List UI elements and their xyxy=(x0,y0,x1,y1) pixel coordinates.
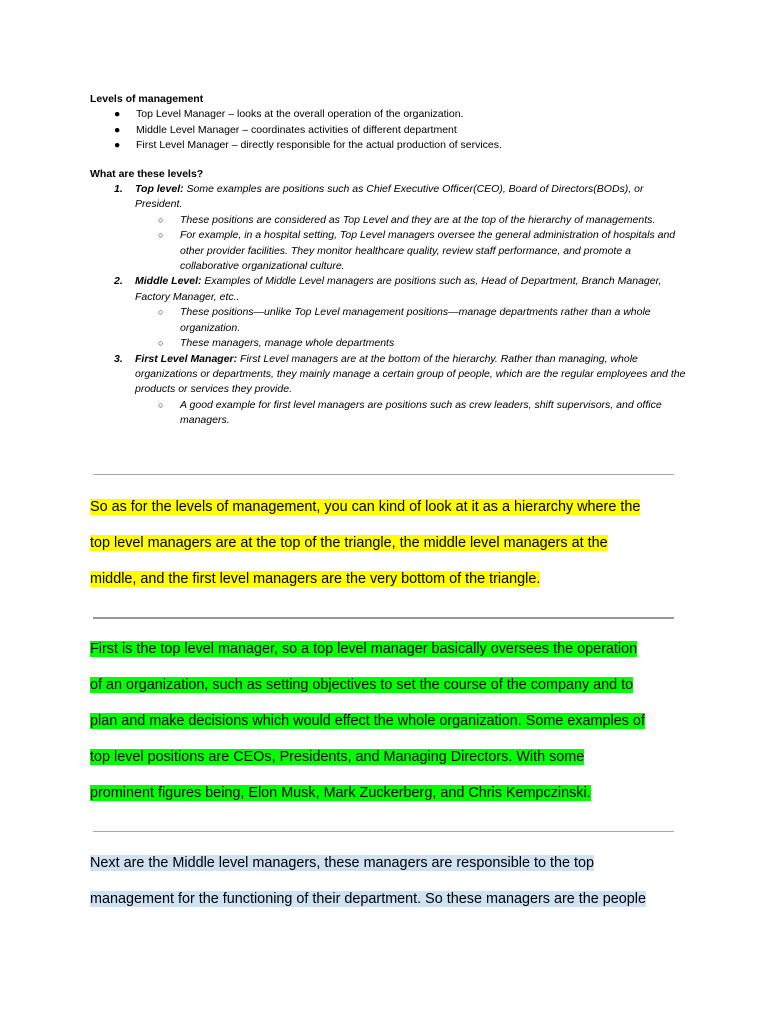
level-term: Top level: xyxy=(135,183,184,196)
hierarchy-paragraph xyxy=(90,489,680,597)
item-number: 2. xyxy=(114,275,123,288)
paragraph-line xyxy=(90,739,680,775)
level-description: First Level managers are at the bottom of the hierarchy. Rather than managing, whole organizations or departments, they mainly manage a certain group of people, which are the regular employees and the products or services they provide. xyxy=(135,352,686,396)
highlighted-text: top level positions are CEOs, Presidents, and Managing Directors. With some xyxy=(90,749,585,765)
sub-list xyxy=(135,213,690,275)
highlighted-text: of an organization, such as setting objectives to set the course of the company and to xyxy=(90,677,634,693)
paragraph-line xyxy=(90,845,680,881)
circle-bullet-icon: ○ xyxy=(158,230,164,241)
sub-list xyxy=(135,305,690,351)
list-item: ○ For example, in a hospital setting, Top Level managers oversee the general administration of hospitals and other provider facilities. They monitor healthcare quality, review staff performance, and promote a collaborative organizational culture. xyxy=(158,229,676,273)
highlighted-text: prominent figures being, Elon Musk, Mark Zuckerberg, and Chris Kempczinski. xyxy=(90,785,591,801)
highlighted-text: top level managers are at the top of the triangle, the middle level managers at the xyxy=(90,535,608,551)
list-item xyxy=(90,182,690,274)
highlighted-text: So as for the levels of management, you can kind of look at it as a hierarchy where the xyxy=(90,499,641,515)
highlighted-text: management for the functioning of their department. So these managers are the people xyxy=(90,891,646,907)
sub-list xyxy=(135,398,690,429)
paragraph-line xyxy=(90,525,680,561)
horizontal-divider xyxy=(93,474,674,475)
paragraph-line xyxy=(90,775,680,811)
question-heading: What are these levels? xyxy=(90,167,204,180)
outline-heading: Levels of management xyxy=(90,93,204,105)
item-number: 3. xyxy=(114,352,123,365)
level-bullet-list xyxy=(90,107,690,153)
horizontal-divider xyxy=(93,831,674,832)
highlighted-text: middle, and the first level managers are the very bottom of the triangle. xyxy=(90,571,541,587)
paragraph-line xyxy=(90,881,680,917)
list-item: ○ These positions are considered as Top Level and they are at the top of the hierarchy of managements. xyxy=(135,213,690,228)
paragraph-line xyxy=(90,631,680,667)
bullet-icon: ● xyxy=(114,139,121,152)
circle-bullet-icon: ○ xyxy=(158,338,164,349)
paragraph-line xyxy=(90,703,680,739)
paragraph-line xyxy=(90,667,680,703)
list-item xyxy=(90,274,690,351)
middle-level-paragraph xyxy=(90,845,680,917)
list-item: ○ A good example for first level managers are positions such as crew leaders, shift supervisors, and office managers. xyxy=(158,398,662,427)
circle-bullet-icon: ○ xyxy=(158,399,164,410)
circle-bullet-icon: ○ xyxy=(158,214,164,225)
highlighted-text: First is the top level manager, so a top level manager basically oversees the operation xyxy=(90,641,638,657)
list-item: ● Top Level Manager – looks at the overall operation of the organization. xyxy=(90,107,690,122)
level-term: Middle Level: xyxy=(135,275,202,288)
list-item xyxy=(90,352,690,429)
level-description: Some examples are positions such as Chief Executive Officer(CEO), Board of Directors(BODs), or President. xyxy=(135,183,644,211)
circle-bullet-icon: ○ xyxy=(158,307,164,318)
list-item: ● First Level Manager – directly responsible for the actual production of services. xyxy=(90,138,690,153)
level-description: Examples of Middle Level managers are positions such as, Head of Department, Branch Manager, Factory Manager, etc.. xyxy=(135,275,662,303)
list-item: ● Middle Level Manager – coordinates activities of different department xyxy=(90,123,690,138)
paragraph-line xyxy=(90,489,680,525)
paragraph-line xyxy=(90,561,680,597)
bullet-icon: ● xyxy=(114,108,121,121)
management-outline xyxy=(90,92,690,429)
levels-numbered-list xyxy=(90,182,690,429)
bullet-icon: ● xyxy=(114,123,121,136)
top-level-paragraph xyxy=(90,631,680,811)
list-item: ○ These managers, manage whole departments xyxy=(135,336,690,351)
list-item: ○ These positions—unlike Top Level management positions—manage departments rather than a whole organization. xyxy=(158,306,651,334)
item-number: 1. xyxy=(114,183,123,196)
horizontal-divider xyxy=(93,617,674,619)
highlighted-text: Next are the Middle level managers, these managers are responsible to the top xyxy=(90,855,594,871)
level-term: First Level Manager: xyxy=(135,352,238,365)
highlighted-text: plan and make decisions which would effect the whole organization. Some examples of xyxy=(90,713,645,729)
